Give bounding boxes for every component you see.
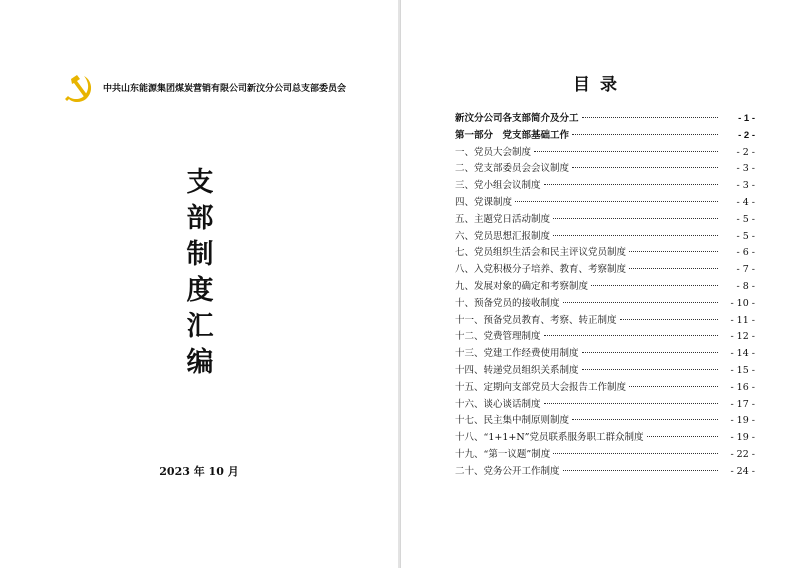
toc-entry-label: 四、党课制度 xyxy=(455,196,513,208)
toc-entry-page: - 10 - xyxy=(730,297,755,309)
toc-leader-dots xyxy=(544,184,718,185)
toc-entry-label: 九、发展对象的确定和考察制度 xyxy=(455,280,589,292)
toc-entry[interactable] xyxy=(455,463,755,480)
toc-entry[interactable] xyxy=(455,244,755,261)
cover-page xyxy=(0,0,399,568)
toc-entry-label: 十一、预备党员教育、考察、转正制度 xyxy=(455,314,617,326)
toc-entry[interactable] xyxy=(455,379,755,396)
toc-entry-page: - 7 - xyxy=(736,264,755,276)
toc-entry[interactable] xyxy=(455,160,755,177)
toc-leader-dots xyxy=(553,218,718,219)
organization-name: 中共山东能源集团煤炭营销有限公司新汶分公司总支部委员会 xyxy=(103,84,347,94)
toc-entry[interactable] xyxy=(455,312,755,329)
toc-entry[interactable] xyxy=(455,328,755,345)
toc-entry[interactable] xyxy=(455,429,755,446)
toc-entry-label: 十八、“1+1+N”党员联系服务职工群众制度 xyxy=(455,432,644,444)
toc-entry[interactable] xyxy=(455,261,755,278)
toc-entry-label: 新汶分公司各支部简介及分工 xyxy=(455,113,579,124)
document-title xyxy=(178,165,222,381)
toc-entry[interactable] xyxy=(455,110,755,127)
toc-entry-label: 十四、转递党员组织关系制度 xyxy=(455,364,579,376)
toc-entry[interactable] xyxy=(455,144,755,161)
toc-leader-dots xyxy=(553,235,718,236)
toc-entry[interactable] xyxy=(455,211,755,228)
toc-entry-label: 一、党员大会制度 xyxy=(455,146,532,158)
toc-leader-dots xyxy=(647,436,718,437)
toc-leader-dots xyxy=(544,403,718,404)
toc-entry[interactable] xyxy=(455,127,755,144)
toc-entry-page: - 14 - xyxy=(730,348,755,360)
toc-entry-label: 十五、定期向支部党员大会报告工作制度 xyxy=(455,381,627,393)
toc-entry-page: - 6 - xyxy=(736,247,755,259)
title-char: 部 xyxy=(186,203,214,234)
toc-entry-label: 五、主题党日活动制度 xyxy=(455,213,551,225)
toc-entry-page: - 22 - xyxy=(730,448,755,460)
toc-entry-page: - 4 - xyxy=(736,196,755,208)
toc-leader-dots xyxy=(620,319,718,320)
toc-title: 目录 xyxy=(573,75,627,95)
toc-entry[interactable] xyxy=(455,278,755,295)
toc-leader-dots xyxy=(553,453,718,454)
toc-entry-page: - 3 - xyxy=(736,180,755,192)
title-char: 编 xyxy=(186,347,214,378)
toc-entry-label: 六、党员思想汇报制度 xyxy=(455,230,551,242)
toc-entry-label: 十二、党费管理制度 xyxy=(455,331,541,343)
toc-entry[interactable] xyxy=(455,228,755,245)
toc-leader-dots xyxy=(572,167,718,168)
toc-entry[interactable] xyxy=(455,396,755,413)
cover-header xyxy=(62,70,392,110)
toc-entry-label: 十九、“第一议题”制度 xyxy=(455,448,551,460)
toc-entry-label: 十七、民主集中制原则制度 xyxy=(455,415,570,427)
toc-entry-label: 二十、党务公开工作制度 xyxy=(455,465,560,477)
toc-leader-dots xyxy=(591,285,718,286)
toc-entry[interactable] xyxy=(455,177,755,194)
toc-entry[interactable] xyxy=(455,362,755,379)
toc-entry-page: - 8 - xyxy=(736,280,755,292)
toc-entry-label: 三、党小组会议制度 xyxy=(455,180,541,192)
toc-entry-label: 七、党员组织生活会和民主评议党员制度 xyxy=(455,247,627,259)
toc-leader-dots xyxy=(582,369,718,370)
toc-entry-page: - 17 - xyxy=(730,398,755,410)
title-char: 支 xyxy=(186,167,214,198)
toc-entry[interactable] xyxy=(455,412,755,429)
toc-leader-dots xyxy=(582,352,718,353)
toc-entry-label: 十六、谈心谈话制度 xyxy=(455,398,541,410)
toc-entry-page: - 5 - xyxy=(736,230,755,242)
toc-entry-page: - 15 - xyxy=(730,364,755,376)
toc-entry-label: 十、预备党员的接收制度 xyxy=(455,297,560,309)
toc-leader-dots xyxy=(563,470,718,471)
toc-entry-page: - 24 - xyxy=(730,465,755,477)
toc-leader-dots xyxy=(629,268,718,269)
toc-entry-label: 八、入党积极分子培养、教育、考察制度 xyxy=(455,264,627,276)
toc-entry-label: 十三、党建工作经费使用制度 xyxy=(455,348,579,360)
toc-entry[interactable] xyxy=(455,194,755,211)
toc-entry-label: 第一部分 党支部基础工作 xyxy=(455,129,570,141)
toc-entry[interactable] xyxy=(455,295,755,312)
toc-leader-dots xyxy=(563,302,718,303)
toc-leader-dots xyxy=(629,386,718,387)
toc-entry[interactable] xyxy=(455,446,755,463)
toc-leader-dots xyxy=(544,335,718,336)
toc-leader-dots xyxy=(534,151,718,152)
toc-entry-page: - 3 - xyxy=(736,163,755,175)
toc-entry[interactable] xyxy=(455,345,755,362)
title-char: 制 xyxy=(186,239,214,270)
toc-leader-dots xyxy=(572,419,718,420)
toc-entry-page: - 2 - xyxy=(736,146,755,158)
toc-entry-page: - 1 - xyxy=(738,113,755,124)
table-of-contents xyxy=(455,110,755,480)
toc-entry-page: - 19 - xyxy=(730,415,755,427)
party-emblem-icon xyxy=(62,70,98,106)
toc-entry-page: - 5 - xyxy=(736,213,755,225)
publication-date: 2023 年 10 月 xyxy=(159,465,239,478)
toc-entry-label: 二、党支部委员会会议制度 xyxy=(455,163,570,175)
toc-leader-dots xyxy=(572,134,718,135)
title-char: 度 xyxy=(186,275,214,306)
toc-entry-page: - 16 - xyxy=(730,381,755,393)
toc-entry-page: - 19 - xyxy=(730,432,755,444)
toc-leader-dots xyxy=(629,251,718,252)
toc-entry-page: - 12 - xyxy=(730,331,755,343)
toc-leader-dots xyxy=(582,117,718,118)
toc-entry-page: - 2 - xyxy=(738,129,755,141)
toc-leader-dots xyxy=(515,201,718,202)
title-char: 汇 xyxy=(186,311,214,342)
toc-entry-page: - 11 - xyxy=(730,314,755,326)
